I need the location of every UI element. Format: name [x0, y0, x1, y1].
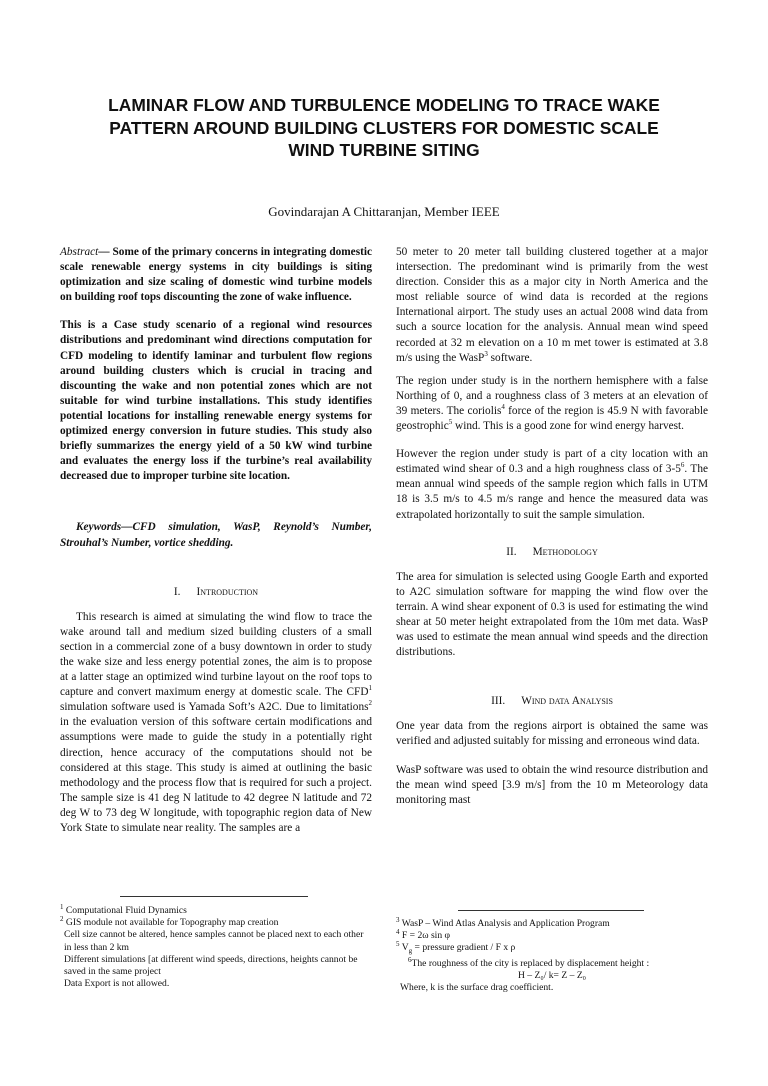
footnote-2-item-simulations: Different simulations [at different wind speeds, directions, heights cannot be saved in the same project: [64, 953, 358, 978]
intro-text-c: in the evaluation version of this software certain modifications and assumptions were made to guide the study in a potentially right direction, hence accuracy of the computations should not be considered at this stage. This study is aimed at outlining the basic methodology and the process flow that is required for such a project. The sample size is 41 deg N latitude to 42 degree N latitude and 72 deg W to 73 deg W longitude, with topographic region data of New York State to simulate near reality. The samples are a: [60, 716, 372, 834]
footnote-ref-3: 3: [484, 349, 488, 358]
footnote-2: [60, 917, 372, 929]
footnote-subscript: g: [408, 947, 413, 956]
left-column: [60, 245, 372, 836]
p1-text-a: 50 meter to 20 meter tall building clustered together at a major intersection. The predominant wind is primarily from the west direction. Consider this as a major city in North America and the most reliable source of wind data is recorded at the regions International airport. The study uses an actual 2008 wind data from such a source location for the analysis. Annual mean wind speed recorded at 32 m elevation on a 10 m met tower is estimated at 3.8 m/s using the WasP: [396, 246, 708, 364]
footnote-ref-4: 4: [501, 403, 505, 412]
footnote-2-item-export: Data Export is not allowed.: [64, 978, 170, 990]
section-title: Introduction: [196, 585, 259, 598]
p1-text-b: software.: [487, 351, 533, 364]
section-heading-wind-data: [396, 694, 708, 709]
footnote-text: GIS module not available for Topography map creation: [63, 917, 279, 929]
footnote-3: [396, 915, 708, 930]
p2-text-b: force of the region is 45.9 N with favorable geostrophic: [396, 404, 709, 433]
paper-title: LAMINAR FLOW AND TURBULENCE MODELING TO TRACE WAKE PATTERN AROUND BUILDING CLUSTERS FOR DOMESTIC SCALE WIND TURBINE SITING: [108, 95, 660, 160]
intro-text-b: simulation software used is Yamada Soft’s A2C. Due to limitations: [60, 701, 369, 714]
footnote-ref-5: 5: [448, 418, 453, 427]
section-heading-methodology: [396, 545, 708, 560]
p2-text-a: The region under study is in the northern hemisphere with a false Northing of 0, and a roughness class of 3 meters at an elevation of 39 meters. The coriolis: [396, 374, 708, 417]
footnotes-right: [396, 915, 708, 994]
footnote-number: 5: [396, 940, 400, 949]
footnote-text: WasP – Wind Atlas Analysis and Application Program: [399, 918, 610, 929]
section-number: II.: [506, 545, 517, 558]
keywords: Keywords—CFD simulation, WasP, Reynold’s Number, Strouhal’s Number, vortice shedding.: [60, 521, 372, 549]
footnote-number: 1: [60, 902, 64, 911]
abstract-text-1: — Some of the primary concerns in integrating domestic scale renewable energy systems in city buildings is siting optimization and size scaling of domestic wind turbine models on building roof tops discounting the zone of wake influence.: [60, 246, 372, 304]
footnote-ref-1: 1: [368, 684, 372, 693]
section-title: Wind data Analysis: [521, 695, 613, 708]
footnote-text: V: [399, 942, 409, 954]
footnote-rule-left: [120, 896, 308, 897]
wind-paragraph-2: WasP software was used to obtain the wind resource distribution and the mean wind speed [3.9 m/s] from the 10 m Meteorology data monitoring mast: [396, 763, 708, 806]
p2-text-c: wind. This is a good zone for wind energy harvest.: [452, 420, 684, 433]
methodology-paragraph: The area for simulation is selected using Google Earth and exported to A2C simulation software for mapping the wind flow over the terrain. A wind shear exponent of 0.3 is used for estimating the wind shear at 50 meter height extrapolated from the 10m met data. WasP was used to estimate the mean annual wind speeds and the direction distributions.: [396, 570, 708, 659]
footnote-6-note: Where, k is the surface drag coefficient.: [400, 981, 554, 993]
section-number: III.: [491, 695, 506, 708]
footnote-ref-2: 2: [368, 699, 372, 708]
footnote-text: The roughness of the city is replaced by displacement height :: [411, 957, 650, 969]
footnote-number: 4: [396, 928, 400, 937]
footnote-1: [60, 902, 372, 917]
author-line: Govindarajan A Chittaranjan, Member IEEE: [268, 204, 500, 219]
footnote-6-equation: H – Z₀/ k= Z – Z₀: [517, 969, 587, 981]
p3-text-a: However the region under study is part of a city location with an estimated wind shear of 0.3 and a high roughness class of 3-5: [396, 448, 708, 476]
footnote-number: 2: [60, 915, 64, 924]
footnote-6: [396, 955, 708, 970]
body-paragraph-1: [396, 245, 708, 366]
footnotes-left: [60, 902, 372, 990]
introduction-paragraph: [60, 610, 372, 836]
footnote-rule-right: [458, 910, 644, 911]
body-paragraph-2: [396, 374, 708, 434]
footnote-text: F = 2ω sin φ: [399, 930, 451, 942]
section-title: Methodology: [532, 545, 598, 558]
footnote-2-item-cell-size: Cell size cannot be altered, hence samples cannot be placed next to each other in less than 2 km: [64, 929, 364, 953]
footnote-5: [396, 942, 708, 957]
abstract-paragraph-1: [60, 245, 372, 305]
intro-text-a: This research is aimed at simulating the wind flow to trace the wake around tall and medium sized building clusters of a small section in a commercial zone of a busy downtown in order to study the wake size and less energy potential zones, the aim is to propose at a latter stage an optimized wind turbine layout on the roof tops to capture and convert maximum energy at domestic scale. The CFD: [60, 610, 372, 699]
section-number: I.: [173, 585, 181, 598]
right-column: [396, 245, 708, 808]
footnote-text: Computational Fluid Dynamics: [63, 905, 187, 916]
footnote-ref-6: 6: [680, 461, 685, 470]
footnote-number: 3: [396, 915, 400, 924]
footnote-4: [396, 930, 708, 942]
footnote-text-b: = pressure gradient / F x ρ: [412, 942, 516, 954]
abstract-paragraph-2: This is a Case study scenario of a regional wind resources distributions and predominant wind directions computation for CFD modeling to identify laminar and turbulent flow regions around building clusters which is crucial in tracing and discounting the wake and non potential zones which are not suitable for wind turbine installations. This study identifies potential locations for installing renewable energy systems for optimized energy conversion in future studies. This study also briefly summarizes the energy yield of a 50 kW wind turbine and evaluates the energy loss if the turbine’s real availability decreased due to improper turbine site location.: [60, 319, 372, 483]
body-paragraph-3: [396, 447, 708, 522]
abstract-label: Abstract: [60, 246, 99, 258]
section-heading-introduction: [60, 585, 372, 600]
p3-text-b: . The mean annual wind speeds of the sample region which falls in UTM 18 is 3.5 m/s to 4.5 m/s range and hence the measured data was extrapolated horizontally to suit the sample simulation.: [396, 463, 708, 521]
wind-paragraph-1: One year data from the regions airport is obtained the same was verified and adjusted suitably for missing and erroneous wind data.: [396, 720, 708, 748]
footnote-number: 6: [408, 955, 412, 964]
